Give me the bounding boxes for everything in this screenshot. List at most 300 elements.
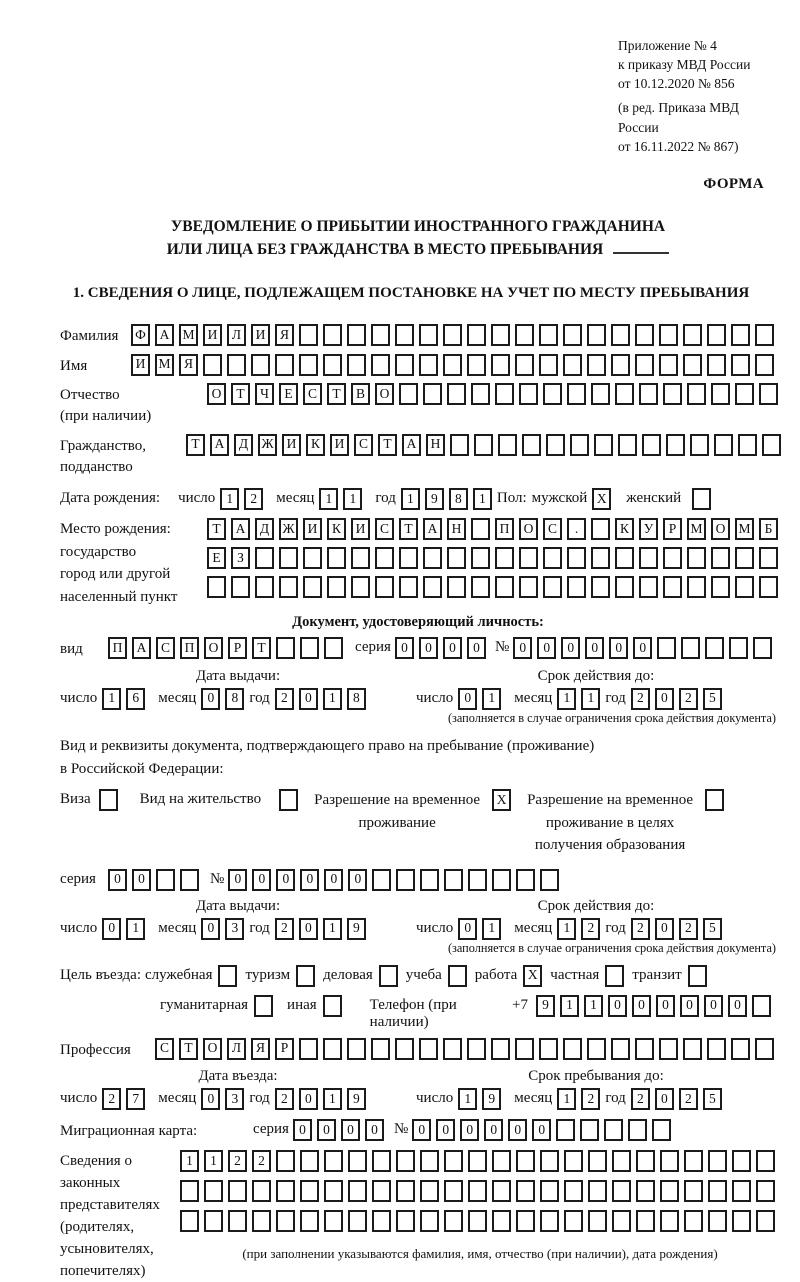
char-cell[interactable] bbox=[587, 1038, 606, 1060]
char-cell[interactable] bbox=[591, 518, 610, 540]
char-cell[interactable]: 0 bbox=[299, 1088, 318, 1110]
char-cell[interactable] bbox=[515, 324, 534, 346]
char-cell[interactable] bbox=[687, 576, 706, 598]
char-cell[interactable] bbox=[707, 1038, 726, 1060]
char-cell[interactable]: 0 bbox=[458, 918, 477, 940]
char-cell[interactable] bbox=[540, 1150, 559, 1172]
char-cell[interactable] bbox=[255, 547, 274, 569]
char-cell[interactable] bbox=[543, 383, 562, 405]
char-cell[interactable]: 1 bbox=[482, 688, 501, 710]
char-cell[interactable]: Т bbox=[179, 1038, 198, 1060]
char-cell[interactable] bbox=[707, 354, 726, 376]
char-cell[interactable]: А bbox=[132, 637, 151, 659]
char-cell[interactable]: 1 bbox=[557, 688, 576, 710]
char-cell[interactable] bbox=[495, 576, 514, 598]
char-cell[interactable]: 1 bbox=[126, 918, 145, 940]
char-cell[interactable] bbox=[443, 354, 462, 376]
char-cell[interactable]: Е bbox=[279, 383, 298, 405]
char-cell[interactable]: Т bbox=[378, 434, 397, 456]
char-cell[interactable]: 0 bbox=[633, 637, 652, 659]
char-cell[interactable] bbox=[419, 1038, 438, 1060]
char-cell[interactable] bbox=[635, 1038, 654, 1060]
char-cell[interactable] bbox=[399, 576, 418, 598]
char-cell[interactable]: 1 bbox=[102, 688, 121, 710]
char-cell[interactable] bbox=[251, 354, 270, 376]
char-cell[interactable] bbox=[588, 1180, 607, 1202]
char-cell[interactable] bbox=[372, 1180, 391, 1202]
char-cell[interactable] bbox=[323, 324, 342, 346]
char-cell[interactable] bbox=[731, 354, 750, 376]
char-cell[interactable] bbox=[591, 547, 610, 569]
char-cell[interactable] bbox=[348, 1150, 367, 1172]
char-cell[interactable] bbox=[564, 1150, 583, 1172]
char-cell[interactable]: З bbox=[231, 547, 250, 569]
char-cell[interactable]: 2 bbox=[102, 1088, 121, 1110]
char-cell[interactable] bbox=[467, 324, 486, 346]
char-cell[interactable]: И bbox=[251, 324, 270, 346]
char-cell[interactable] bbox=[419, 324, 438, 346]
char-cell[interactable] bbox=[423, 383, 442, 405]
char-cell[interactable]: 2 bbox=[252, 1150, 271, 1172]
char-cell[interactable]: 0 bbox=[252, 869, 271, 891]
char-cell[interactable] bbox=[759, 383, 778, 405]
char-cell[interactable] bbox=[492, 1180, 511, 1202]
char-cell[interactable]: 1 bbox=[458, 1088, 477, 1110]
char-cell[interactable] bbox=[371, 1038, 390, 1060]
sex-female-checkbox[interactable] bbox=[692, 488, 711, 510]
char-cell[interactable] bbox=[303, 576, 322, 598]
char-cell[interactable] bbox=[735, 547, 754, 569]
char-cell[interactable]: П bbox=[108, 637, 127, 659]
char-cell[interactable] bbox=[615, 547, 634, 569]
char-cell[interactable]: О bbox=[711, 518, 730, 540]
char-cell[interactable]: 2 bbox=[228, 1150, 247, 1172]
char-cell[interactable]: 0 bbox=[532, 1119, 551, 1141]
char-cell[interactable]: 1 bbox=[557, 918, 576, 940]
char-cell[interactable]: 0 bbox=[537, 637, 556, 659]
char-cell[interactable]: 0 bbox=[324, 869, 343, 891]
char-cell[interactable] bbox=[495, 547, 514, 569]
char-cell[interactable]: 1 bbox=[482, 918, 501, 940]
char-cell[interactable] bbox=[231, 576, 250, 598]
char-cell[interactable]: Я bbox=[179, 354, 198, 376]
char-cell[interactable]: 2 bbox=[275, 918, 294, 940]
char-cell[interactable] bbox=[612, 1150, 631, 1172]
char-cell[interactable] bbox=[762, 434, 781, 456]
char-cell[interactable] bbox=[540, 1210, 559, 1232]
char-cell[interactable]: 0 bbox=[655, 688, 674, 710]
char-cell[interactable] bbox=[252, 1180, 271, 1202]
char-cell[interactable]: А bbox=[155, 324, 174, 346]
char-cell[interactable] bbox=[323, 1038, 342, 1060]
char-cell[interactable] bbox=[756, 1150, 775, 1172]
char-cell[interactable]: 3 bbox=[225, 918, 244, 940]
char-cell[interactable]: 0 bbox=[443, 637, 462, 659]
char-cell[interactable]: И bbox=[131, 354, 150, 376]
char-cell[interactable]: Я bbox=[275, 324, 294, 346]
char-cell[interactable] bbox=[615, 383, 634, 405]
char-cell[interactable] bbox=[635, 324, 654, 346]
char-cell[interactable]: 9 bbox=[347, 1088, 366, 1110]
char-cell[interactable] bbox=[347, 324, 366, 346]
char-cell[interactable]: Т bbox=[231, 383, 250, 405]
char-cell[interactable]: М bbox=[735, 518, 754, 540]
char-cell[interactable]: 2 bbox=[244, 488, 263, 510]
char-cell[interactable]: А bbox=[423, 518, 442, 540]
char-cell[interactable] bbox=[759, 576, 778, 598]
purpose-work-checkbox[interactable]: X bbox=[523, 965, 542, 987]
char-cell[interactable] bbox=[204, 1210, 223, 1232]
char-cell[interactable]: М bbox=[687, 518, 706, 540]
char-cell[interactable] bbox=[207, 576, 226, 598]
char-cell[interactable] bbox=[255, 576, 274, 598]
char-cell[interactable] bbox=[419, 354, 438, 376]
char-cell[interactable]: О bbox=[375, 383, 394, 405]
char-cell[interactable] bbox=[471, 518, 490, 540]
char-cell[interactable] bbox=[732, 1180, 751, 1202]
char-cell[interactable]: У bbox=[639, 518, 658, 540]
char-cell[interactable]: 1 bbox=[220, 488, 239, 510]
char-cell[interactable] bbox=[347, 1038, 366, 1060]
char-cell[interactable]: Е bbox=[207, 547, 226, 569]
char-cell[interactable]: С bbox=[156, 637, 175, 659]
char-cell[interactable] bbox=[180, 869, 199, 891]
char-cell[interactable] bbox=[468, 1210, 487, 1232]
char-cell[interactable]: 0 bbox=[436, 1119, 455, 1141]
char-cell[interactable] bbox=[204, 1180, 223, 1202]
char-cell[interactable]: 9 bbox=[536, 995, 555, 1017]
char-cell[interactable] bbox=[753, 637, 772, 659]
char-cell[interactable] bbox=[323, 354, 342, 376]
char-cell[interactable] bbox=[738, 434, 757, 456]
char-cell[interactable]: Р bbox=[663, 518, 682, 540]
char-cell[interactable]: 0 bbox=[108, 869, 127, 891]
char-cell[interactable] bbox=[759, 547, 778, 569]
char-cell[interactable] bbox=[300, 1210, 319, 1232]
char-cell[interactable] bbox=[659, 354, 678, 376]
char-cell[interactable] bbox=[563, 354, 582, 376]
char-cell[interactable] bbox=[752, 995, 771, 1017]
char-cell[interactable]: 0 bbox=[632, 995, 651, 1017]
char-cell[interactable] bbox=[666, 434, 685, 456]
char-cell[interactable]: Б bbox=[759, 518, 778, 540]
char-cell[interactable] bbox=[492, 1150, 511, 1172]
char-cell[interactable]: О bbox=[519, 518, 538, 540]
char-cell[interactable]: . bbox=[567, 518, 586, 540]
char-cell[interactable] bbox=[279, 547, 298, 569]
char-cell[interactable] bbox=[324, 637, 343, 659]
char-cell[interactable]: Т bbox=[252, 637, 271, 659]
char-cell[interactable]: А bbox=[210, 434, 229, 456]
char-cell[interactable] bbox=[227, 354, 246, 376]
char-cell[interactable] bbox=[755, 354, 774, 376]
char-cell[interactable] bbox=[396, 1180, 415, 1202]
char-cell[interactable] bbox=[444, 1180, 463, 1202]
char-cell[interactable]: Ч bbox=[255, 383, 274, 405]
char-cell[interactable]: Д bbox=[234, 434, 253, 456]
char-cell[interactable]: Р bbox=[228, 637, 247, 659]
purpose-humanitarian-checkbox[interactable] bbox=[254, 995, 273, 1017]
char-cell[interactable] bbox=[735, 383, 754, 405]
char-cell[interactable]: 0 bbox=[102, 918, 121, 940]
char-cell[interactable] bbox=[443, 1038, 462, 1060]
char-cell[interactable]: 1 bbox=[319, 488, 338, 510]
char-cell[interactable] bbox=[396, 869, 415, 891]
char-cell[interactable] bbox=[539, 324, 558, 346]
char-cell[interactable]: 2 bbox=[581, 1088, 600, 1110]
char-cell[interactable] bbox=[492, 1210, 511, 1232]
char-cell[interactable]: 0 bbox=[300, 869, 319, 891]
char-cell[interactable]: О bbox=[207, 383, 226, 405]
temp-residence-checkbox[interactable]: X bbox=[492, 789, 511, 811]
char-cell[interactable] bbox=[729, 637, 748, 659]
char-cell[interactable] bbox=[299, 354, 318, 376]
char-cell[interactable] bbox=[657, 637, 676, 659]
char-cell[interactable]: Р bbox=[275, 1038, 294, 1060]
char-cell[interactable]: Л bbox=[227, 324, 246, 346]
temp-residence-edu-checkbox[interactable] bbox=[705, 789, 724, 811]
char-cell[interactable] bbox=[324, 1150, 343, 1172]
char-cell[interactable] bbox=[556, 1119, 575, 1141]
char-cell[interactable] bbox=[516, 1150, 535, 1172]
char-cell[interactable]: 0 bbox=[201, 688, 220, 710]
char-cell[interactable]: 9 bbox=[425, 488, 444, 510]
char-cell[interactable] bbox=[443, 324, 462, 346]
char-cell[interactable]: 1 bbox=[180, 1150, 199, 1172]
char-cell[interactable] bbox=[708, 1210, 727, 1232]
char-cell[interactable] bbox=[546, 434, 565, 456]
char-cell[interactable] bbox=[327, 576, 346, 598]
char-cell[interactable] bbox=[683, 324, 702, 346]
char-cell[interactable] bbox=[471, 547, 490, 569]
char-cell[interactable]: 0 bbox=[395, 637, 414, 659]
char-cell[interactable]: К bbox=[306, 434, 325, 456]
char-cell[interactable]: О bbox=[203, 1038, 222, 1060]
char-cell[interactable] bbox=[324, 1210, 343, 1232]
char-cell[interactable] bbox=[395, 354, 414, 376]
visa-checkbox[interactable] bbox=[99, 789, 118, 811]
char-cell[interactable]: Л bbox=[227, 1038, 246, 1060]
char-cell[interactable] bbox=[468, 1180, 487, 1202]
char-cell[interactable] bbox=[543, 547, 562, 569]
char-cell[interactable] bbox=[515, 354, 534, 376]
char-cell[interactable]: М bbox=[155, 354, 174, 376]
char-cell[interactable]: Ж bbox=[258, 434, 277, 456]
char-cell[interactable] bbox=[467, 354, 486, 376]
char-cell[interactable]: В bbox=[351, 383, 370, 405]
char-cell[interactable]: 0 bbox=[508, 1119, 527, 1141]
char-cell[interactable] bbox=[756, 1210, 775, 1232]
char-cell[interactable] bbox=[755, 1038, 774, 1060]
char-cell[interactable]: И bbox=[303, 518, 322, 540]
char-cell[interactable]: 1 bbox=[323, 918, 342, 940]
char-cell[interactable]: С bbox=[303, 383, 322, 405]
char-cell[interactable] bbox=[628, 1119, 647, 1141]
char-cell[interactable] bbox=[522, 434, 541, 456]
char-cell[interactable]: 5 bbox=[703, 1088, 722, 1110]
char-cell[interactable] bbox=[564, 1210, 583, 1232]
char-cell[interactable] bbox=[450, 434, 469, 456]
char-cell[interactable] bbox=[708, 1150, 727, 1172]
char-cell[interactable]: 2 bbox=[275, 1088, 294, 1110]
char-cell[interactable] bbox=[491, 1038, 510, 1060]
char-cell[interactable]: С bbox=[155, 1038, 174, 1060]
char-cell[interactable] bbox=[491, 354, 510, 376]
char-cell[interactable] bbox=[519, 547, 538, 569]
char-cell[interactable]: 0 bbox=[201, 1088, 220, 1110]
char-cell[interactable] bbox=[303, 547, 322, 569]
char-cell[interactable]: 2 bbox=[679, 1088, 698, 1110]
char-cell[interactable] bbox=[636, 1180, 655, 1202]
char-cell[interactable] bbox=[447, 383, 466, 405]
purpose-transit-checkbox[interactable] bbox=[688, 965, 707, 987]
char-cell[interactable]: Ф bbox=[131, 324, 150, 346]
char-cell[interactable] bbox=[327, 547, 346, 569]
char-cell[interactable] bbox=[684, 1180, 703, 1202]
char-cell[interactable] bbox=[324, 1180, 343, 1202]
char-cell[interactable]: 2 bbox=[275, 688, 294, 710]
char-cell[interactable]: 0 bbox=[412, 1119, 431, 1141]
char-cell[interactable]: И bbox=[351, 518, 370, 540]
char-cell[interactable] bbox=[683, 1038, 702, 1060]
purpose-private-checkbox[interactable] bbox=[605, 965, 624, 987]
char-cell[interactable] bbox=[275, 354, 294, 376]
char-cell[interactable] bbox=[611, 1038, 630, 1060]
char-cell[interactable] bbox=[495, 383, 514, 405]
char-cell[interactable]: 0 bbox=[513, 637, 532, 659]
char-cell[interactable]: Ж bbox=[279, 518, 298, 540]
char-cell[interactable] bbox=[351, 576, 370, 598]
char-cell[interactable] bbox=[708, 1180, 727, 1202]
char-cell[interactable] bbox=[639, 547, 658, 569]
char-cell[interactable] bbox=[203, 354, 222, 376]
char-cell[interactable] bbox=[516, 869, 535, 891]
purpose-other-checkbox[interactable] bbox=[323, 995, 342, 1017]
char-cell[interactable]: 9 bbox=[482, 1088, 501, 1110]
char-cell[interactable] bbox=[420, 1210, 439, 1232]
char-cell[interactable] bbox=[756, 1180, 775, 1202]
char-cell[interactable] bbox=[279, 576, 298, 598]
char-cell[interactable] bbox=[639, 383, 658, 405]
char-cell[interactable]: 2 bbox=[679, 688, 698, 710]
char-cell[interactable] bbox=[276, 637, 295, 659]
char-cell[interactable]: 0 bbox=[276, 869, 295, 891]
char-cell[interactable]: 0 bbox=[609, 637, 628, 659]
char-cell[interactable]: 8 bbox=[449, 488, 468, 510]
char-cell[interactable]: 1 bbox=[401, 488, 420, 510]
char-cell[interactable] bbox=[347, 354, 366, 376]
char-cell[interactable]: 1 bbox=[204, 1150, 223, 1172]
char-cell[interactable] bbox=[711, 547, 730, 569]
char-cell[interactable] bbox=[612, 1210, 631, 1232]
char-cell[interactable] bbox=[687, 547, 706, 569]
char-cell[interactable]: А bbox=[402, 434, 421, 456]
char-cell[interactable] bbox=[591, 383, 610, 405]
purpose-study-checkbox[interactable] bbox=[448, 965, 467, 987]
char-cell[interactable] bbox=[567, 576, 586, 598]
char-cell[interactable] bbox=[444, 1210, 463, 1232]
char-cell[interactable]: К bbox=[615, 518, 634, 540]
char-cell[interactable]: Т bbox=[327, 383, 346, 405]
char-cell[interactable] bbox=[515, 1038, 534, 1060]
char-cell[interactable] bbox=[618, 434, 637, 456]
char-cell[interactable]: 0 bbox=[460, 1119, 479, 1141]
char-cell[interactable]: 0 bbox=[348, 869, 367, 891]
char-cell[interactable] bbox=[348, 1180, 367, 1202]
char-cell[interactable] bbox=[681, 637, 700, 659]
char-cell[interactable] bbox=[588, 1150, 607, 1172]
char-cell[interactable] bbox=[471, 576, 490, 598]
char-cell[interactable] bbox=[732, 1210, 751, 1232]
char-cell[interactable] bbox=[687, 383, 706, 405]
char-cell[interactable] bbox=[539, 1038, 558, 1060]
char-cell[interactable] bbox=[660, 1210, 679, 1232]
char-cell[interactable] bbox=[642, 434, 661, 456]
residence-permit-checkbox[interactable] bbox=[279, 789, 298, 811]
char-cell[interactable]: 0 bbox=[341, 1119, 360, 1141]
char-cell[interactable] bbox=[684, 1210, 703, 1232]
char-cell[interactable] bbox=[420, 869, 439, 891]
char-cell[interactable] bbox=[228, 1210, 247, 1232]
char-cell[interactable] bbox=[471, 383, 490, 405]
char-cell[interactable] bbox=[299, 324, 318, 346]
char-cell[interactable]: 5 bbox=[703, 688, 722, 710]
char-cell[interactable] bbox=[519, 383, 538, 405]
char-cell[interactable] bbox=[567, 547, 586, 569]
char-cell[interactable] bbox=[563, 1038, 582, 1060]
char-cell[interactable]: С bbox=[543, 518, 562, 540]
char-cell[interactable] bbox=[580, 1119, 599, 1141]
char-cell[interactable] bbox=[684, 1150, 703, 1172]
char-cell[interactable] bbox=[659, 1038, 678, 1060]
char-cell[interactable]: М bbox=[179, 324, 198, 346]
char-cell[interactable] bbox=[663, 383, 682, 405]
char-cell[interactable] bbox=[594, 434, 613, 456]
char-cell[interactable]: 1 bbox=[560, 995, 579, 1017]
char-cell[interactable]: Я bbox=[251, 1038, 270, 1060]
char-cell[interactable]: П bbox=[495, 518, 514, 540]
char-cell[interactable]: 1 bbox=[343, 488, 362, 510]
char-cell[interactable] bbox=[474, 434, 493, 456]
char-cell[interactable]: 1 bbox=[557, 1088, 576, 1110]
char-cell[interactable] bbox=[468, 1150, 487, 1172]
char-cell[interactable] bbox=[612, 1180, 631, 1202]
char-cell[interactable] bbox=[396, 1210, 415, 1232]
char-cell[interactable] bbox=[611, 324, 630, 346]
purpose-business-checkbox[interactable] bbox=[379, 965, 398, 987]
char-cell[interactable] bbox=[564, 1180, 583, 1202]
char-cell[interactable] bbox=[652, 1119, 671, 1141]
char-cell[interactable] bbox=[396, 1150, 415, 1172]
char-cell[interactable] bbox=[755, 324, 774, 346]
char-cell[interactable]: С bbox=[375, 518, 394, 540]
char-cell[interactable]: О bbox=[204, 637, 223, 659]
char-cell[interactable] bbox=[372, 869, 391, 891]
char-cell[interactable] bbox=[492, 869, 511, 891]
char-cell[interactable] bbox=[423, 547, 442, 569]
char-cell[interactable]: 0 bbox=[293, 1119, 312, 1141]
char-cell[interactable] bbox=[371, 324, 390, 346]
char-cell[interactable] bbox=[540, 1180, 559, 1202]
char-cell[interactable] bbox=[300, 1150, 319, 1172]
char-cell[interactable] bbox=[707, 324, 726, 346]
char-cell[interactable] bbox=[228, 1180, 247, 1202]
char-cell[interactable]: 1 bbox=[584, 995, 603, 1017]
char-cell[interactable] bbox=[467, 1038, 486, 1060]
char-cell[interactable] bbox=[563, 324, 582, 346]
char-cell[interactable] bbox=[732, 1150, 751, 1172]
char-cell[interactable] bbox=[156, 869, 175, 891]
